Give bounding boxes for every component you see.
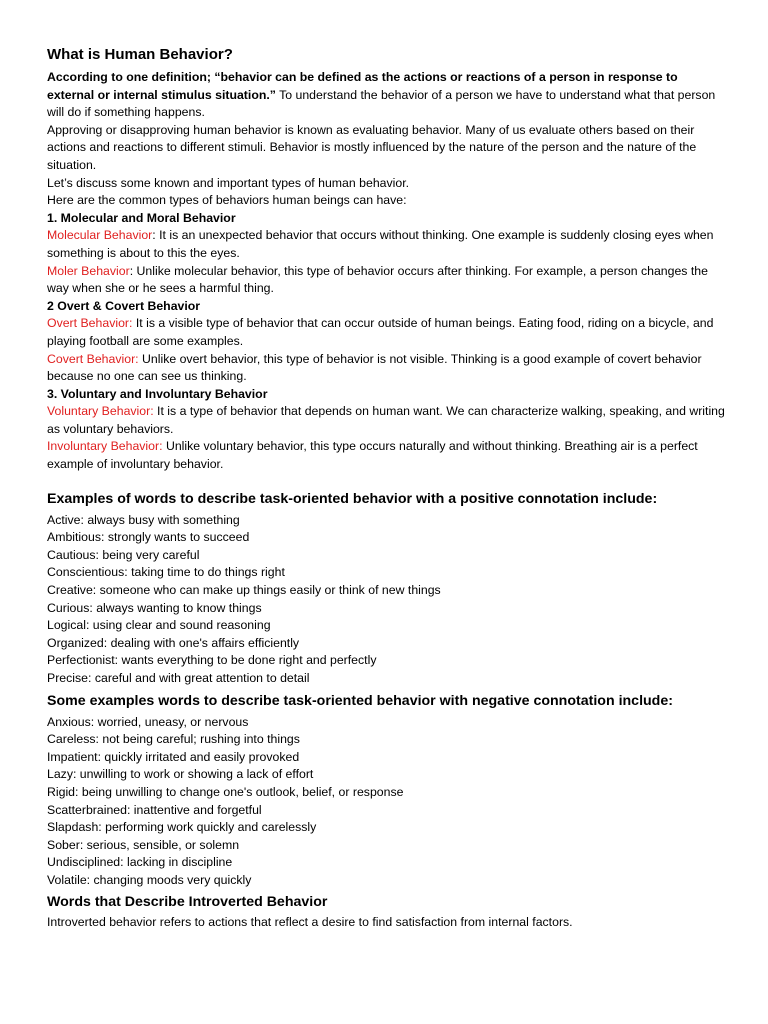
definition-paragraph bbox=[47, 69, 728, 122]
list-item: Sober: serious, sensible, or solemn bbox=[47, 837, 240, 852]
type-item bbox=[47, 227, 728, 262]
lets-discuss-paragraph: Let’s discuss some known and important types of human behavior. bbox=[47, 175, 410, 190]
type-term: Molecular Behavior bbox=[47, 228, 153, 243]
introverted-heading: Words that Describe Introverted Behavior bbox=[47, 893, 328, 910]
list-item: Precise: careful and with great attention to detail bbox=[47, 671, 310, 685]
type-text: Unlike overt behavior, this type of behavior is not visible. Thinking is a good example of covert behavior because no one can see us thinking. bbox=[47, 351, 702, 384]
list-item: Active: always busy with something bbox=[47, 512, 240, 527]
type-item bbox=[47, 263, 728, 298]
approving-paragraph: Approving or disapproving human behavior is known as evaluating behavior. Many of us evaluate others based on their actions and reactions to different stimuli. Behavior is mostly influenced by the nature of the person and the nature of the situation. bbox=[47, 122, 697, 172]
negative-word-list bbox=[47, 714, 728, 890]
type-heading-1: 1. Molecular and Moral Behavior bbox=[47, 210, 236, 225]
positive-word-list bbox=[47, 512, 728, 688]
list-item: Creative: someone who can make up things easily or think of new things bbox=[47, 583, 441, 598]
list-item: Ambitious: strongly wants to succeed bbox=[47, 530, 250, 545]
definition-quote: According to one definition; “behavior can be defined as the actions or reactions of a person in response to external or internal stimulus situation.” bbox=[47, 70, 678, 102]
type-term: Covert Behavior: bbox=[47, 351, 139, 366]
list-item: Scatterbrained: inattentive and forgetful bbox=[47, 802, 262, 817]
type-term: Involuntary Behavior: bbox=[47, 439, 163, 454]
type-item bbox=[47, 403, 728, 438]
type-term: Overt Behavior: bbox=[47, 316, 133, 331]
type-text: : Unlike molecular behavior, this type of behavior occurs after thinking. For example, a person changes the way when she or he sees a harmful thing. bbox=[47, 263, 708, 296]
negative-heading: Some examples words to describe task-oriented behavior with negative connotation include: bbox=[47, 692, 673, 709]
list-item: Cautious: being very careful bbox=[47, 547, 200, 562]
list-item: Perfectionist: wants everything to be done right and perfectly bbox=[47, 653, 377, 668]
type-item bbox=[47, 351, 728, 386]
list-item: Organized: dealing with one's affairs efficiently bbox=[47, 635, 300, 650]
definition-rest: To understand the behavior of a person we have to understand what that person will do if something happens. bbox=[47, 87, 716, 120]
type-text: It is a type of behavior that depends on human want. We can characterize walking, speaking, and writing as voluntary behaviors. bbox=[47, 404, 725, 436]
type-heading-2: 2 Overt & Covert Behavior bbox=[47, 298, 201, 313]
list-item: Volatile: changing moods very quickly bbox=[47, 872, 252, 887]
list-item: Conscientious: taking time to do things right bbox=[47, 565, 285, 580]
list-item: Careless: not being careful; rushing into things bbox=[47, 732, 300, 747]
type-term: Voluntary Behavior: bbox=[47, 404, 154, 419]
list-item: Lazy: unwilling to work or showing a lack of effort bbox=[47, 767, 314, 782]
list-item: Rigid: being unwilling to change one's outlook, belief, or response bbox=[47, 784, 404, 799]
list-item: Anxious: worried, uneasy, or nervous bbox=[47, 714, 249, 729]
list-item: Curious: always wanting to know things bbox=[47, 600, 262, 615]
type-text: : It is an unexpected behavior that occurs without thinking. One example is suddenly closing eyes when something is about to this the eyes. bbox=[47, 228, 714, 260]
page-title: What is Human Behavior? bbox=[47, 46, 233, 63]
type-text: It is a visible type of behavior that can occur outside of human beings. Eating food, riding on a bicycle, and playing football are some examples. bbox=[47, 316, 714, 348]
type-item bbox=[47, 315, 728, 350]
here-are-paragraph: Here are the common types of behaviors human beings can have: bbox=[47, 193, 407, 208]
type-heading-3: 3. Voluntary and Involuntary Behavior bbox=[47, 386, 268, 401]
list-item: Slapdash: performing work quickly and carelessly bbox=[47, 820, 317, 835]
intro-section bbox=[47, 69, 728, 474]
introverted-paragraph: Introverted behavior refers to actions that reflect a desire to find satisfaction from internal factors. bbox=[47, 914, 573, 929]
type-item bbox=[47, 438, 728, 473]
type-text: Unlike voluntary behavior, this type occurs naturally and without thinking. Breathing air is a perfect example of involuntary behavior. bbox=[47, 439, 698, 472]
list-item: Impatient: quickly irritated and easily provoked bbox=[47, 749, 300, 764]
list-item: Undisciplined: lacking in discipline bbox=[47, 855, 233, 870]
list-item: Logical: using clear and sound reasoning bbox=[47, 618, 271, 633]
positive-heading: Examples of words to describe task-oriented behavior with a positive connotation include: bbox=[47, 490, 658, 507]
type-term: Moler Behavior bbox=[47, 263, 130, 278]
